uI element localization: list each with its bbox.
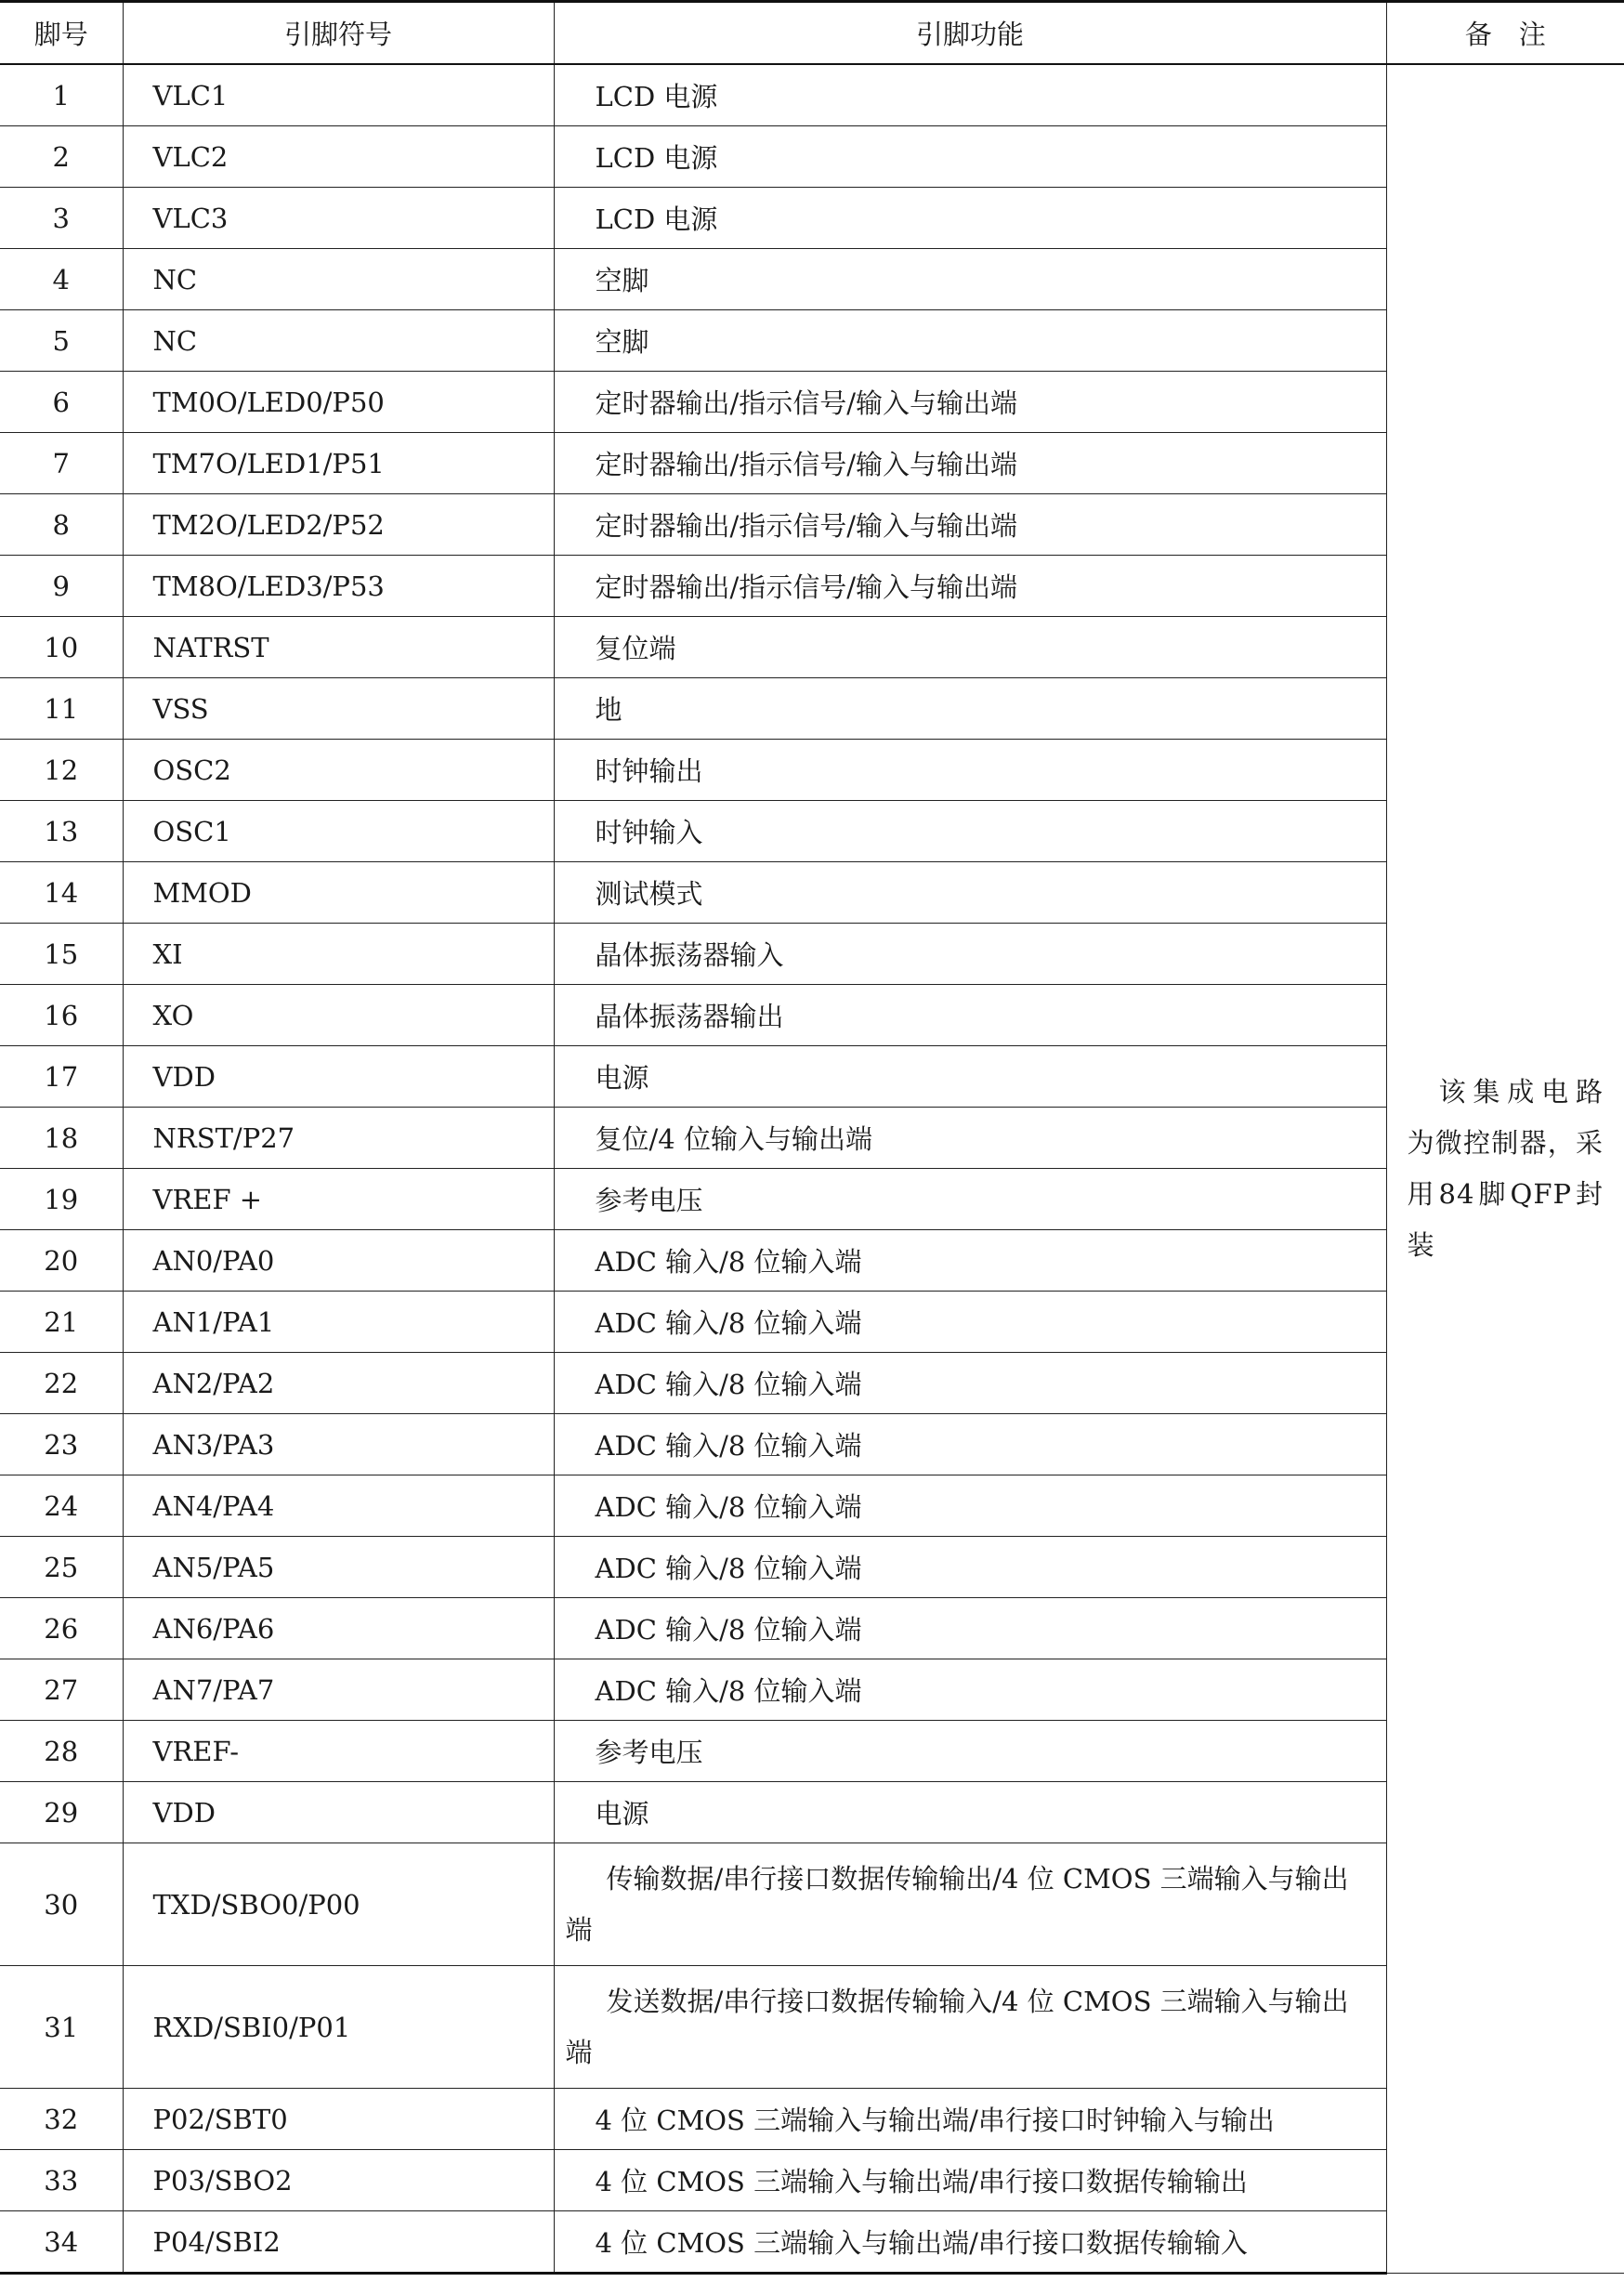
pin-function-cell xyxy=(554,1966,1386,2089)
table-row xyxy=(0,1966,1624,2089)
pin-symbol-cell: AN0/PA0 xyxy=(123,1230,554,1292)
table-row xyxy=(0,862,1624,924)
pin-function-cell: ADC 输入/8 位输入端 xyxy=(554,1353,1386,1414)
table-row xyxy=(0,64,1624,126)
table-row xyxy=(0,126,1624,188)
pin-number-cell: 14 xyxy=(0,862,123,924)
pin-function-cell: 电源 xyxy=(554,1782,1386,1843)
pin-number-cell: 28 xyxy=(0,1721,123,1782)
pin-function-cell: 4 位 CMOS 三端输入与输出端/串行接口数据传输输出 xyxy=(554,2150,1386,2211)
pin-symbol-cell: NATRST xyxy=(123,617,554,678)
table-row xyxy=(0,1782,1624,1843)
table-row xyxy=(0,556,1624,617)
pin-function-cell: 空脚 xyxy=(554,310,1386,372)
pin-function-cell: ADC 输入/8 位输入端 xyxy=(554,1292,1386,1353)
pin-number-cell: 5 xyxy=(0,310,123,372)
remark-cell xyxy=(1386,64,1624,2274)
header-pin-symbol: 引脚符号 xyxy=(123,2,554,65)
pin-symbol-cell: VLC3 xyxy=(123,188,554,249)
pin-symbol-cell: VLC2 xyxy=(123,126,554,188)
pin-symbol-cell: VLC1 xyxy=(123,64,554,126)
pin-symbol-cell: AN7/PA7 xyxy=(123,1659,554,1721)
table-row xyxy=(0,1230,1624,1292)
table-row xyxy=(0,249,1624,310)
pin-number-cell: 6 xyxy=(0,372,123,433)
pin-function-cell: 定时器输出/指示信号/输入与输出端 xyxy=(554,494,1386,556)
pin-number-cell: 7 xyxy=(0,433,123,494)
pin-symbol-cell: AN4/PA4 xyxy=(123,1475,554,1537)
pin-symbol-cell: XI xyxy=(123,924,554,985)
pin-function-cell: 参考电压 xyxy=(554,1169,1386,1230)
pin-symbol-cell: VREF- xyxy=(123,1721,554,1782)
pin-symbol-cell: TM8O/LED3/P53 xyxy=(123,556,554,617)
table-row xyxy=(0,494,1624,556)
table-row xyxy=(0,1721,1624,1782)
pin-number-cell: 11 xyxy=(0,678,123,740)
pin-symbol-cell: RXD/SBI0/P01 xyxy=(123,1966,554,2089)
pin-function-cell: 定时器输出/指示信号/输入与输出端 xyxy=(554,433,1386,494)
pin-number-cell: 4 xyxy=(0,249,123,310)
header-pin-function: 引脚功能 xyxy=(554,2,1386,65)
table-row xyxy=(0,740,1624,801)
table-row xyxy=(0,2089,1624,2150)
pin-number-cell: 29 xyxy=(0,1782,123,1843)
pin-function-cell: ADC 输入/8 位输入端 xyxy=(554,1475,1386,1537)
pin-number-cell: 25 xyxy=(0,1537,123,1598)
header-remark: 备 注 xyxy=(1386,2,1624,65)
pin-number-cell: 9 xyxy=(0,556,123,617)
pin-number-cell: 15 xyxy=(0,924,123,985)
pin-function-cell: 4 位 CMOS 三端输入与输出端/串行接口时钟输入与输出 xyxy=(554,2089,1386,2150)
pin-symbol-cell: P04/SBI2 xyxy=(123,2211,554,2274)
table-row xyxy=(0,2150,1624,2211)
pin-function-cell: 时钟输出 xyxy=(554,740,1386,801)
pin-number-cell: 2 xyxy=(0,126,123,188)
pin-function-cell: 地 xyxy=(554,678,1386,740)
pin-number-cell: 31 xyxy=(0,1966,123,2089)
pin-function-text: 传输数据/串行接口数据传输输出/4 位 CMOS 三端输入与输出端 xyxy=(565,1862,1349,1946)
pin-symbol-cell: P03/SBO2 xyxy=(123,2150,554,2211)
pin-function-cell: 晶体振荡器输出 xyxy=(554,985,1386,1046)
table-row xyxy=(0,372,1624,433)
table-row xyxy=(0,1353,1624,1414)
pin-symbol-cell: NC xyxy=(123,310,554,372)
pin-number-cell: 3 xyxy=(0,188,123,249)
pin-function-cell: ADC 输入/8 位输入端 xyxy=(554,1230,1386,1292)
table-row xyxy=(0,617,1624,678)
pin-symbol-cell: TXD/SBO0/P00 xyxy=(123,1843,554,1966)
table-row xyxy=(0,310,1624,372)
table-row xyxy=(0,1414,1624,1475)
pin-symbol-cell: P02/SBT0 xyxy=(123,2089,554,2150)
table-row xyxy=(0,1292,1624,1353)
table-row xyxy=(0,1108,1624,1169)
pin-number-cell: 19 xyxy=(0,1169,123,1230)
remark-text: 该集成电路为微控制器，采用84脚QFP封装 xyxy=(1407,1076,1604,1261)
pin-function-cell: ADC 输入/8 位输入端 xyxy=(554,1659,1386,1721)
pin-number-cell: 10 xyxy=(0,617,123,678)
pin-number-cell: 12 xyxy=(0,740,123,801)
pin-function-cell: 电源 xyxy=(554,1046,1386,1108)
pin-function-cell: ADC 输入/8 位输入端 xyxy=(554,1537,1386,1598)
pin-symbol-cell: AN5/PA5 xyxy=(123,1537,554,1598)
pin-function-cell: 复位端 xyxy=(554,617,1386,678)
pin-number-cell: 18 xyxy=(0,1108,123,1169)
pin-function-cell: 测试模式 xyxy=(554,862,1386,924)
pin-number-cell: 30 xyxy=(0,1843,123,1966)
pin-number-cell: 23 xyxy=(0,1414,123,1475)
pin-symbol-cell: VDD xyxy=(123,1046,554,1108)
pin-symbol-cell: AN3/PA3 xyxy=(123,1414,554,1475)
pin-symbol-cell: TM2O/LED2/P52 xyxy=(123,494,554,556)
table-row xyxy=(0,1598,1624,1659)
table-row xyxy=(0,1537,1624,1598)
pin-symbol-cell: NC xyxy=(123,249,554,310)
pin-symbol-cell: OSC2 xyxy=(123,740,554,801)
pin-number-cell: 33 xyxy=(0,2150,123,2211)
header-pin-number: 脚号 xyxy=(0,2,123,65)
table-row xyxy=(0,1659,1624,1721)
pin-symbol-cell: AN1/PA1 xyxy=(123,1292,554,1353)
pin-symbol-cell: VSS xyxy=(123,678,554,740)
table-row xyxy=(0,678,1624,740)
table-body xyxy=(0,64,1624,2274)
pin-function-cell: 参考电压 xyxy=(554,1721,1386,1782)
pin-symbol-cell: MMOD xyxy=(123,862,554,924)
pin-number-cell: 13 xyxy=(0,801,123,862)
table-row xyxy=(0,1475,1624,1537)
pin-number-cell: 20 xyxy=(0,1230,123,1292)
table-header-row xyxy=(0,2,1624,65)
pin-symbol-cell: TM0O/LED0/P50 xyxy=(123,372,554,433)
pin-function-text: 发送数据/串行接口数据传输输入/4 位 CMOS 三端输入与输出端 xyxy=(565,1985,1349,2068)
pin-function-cell: 时钟输入 xyxy=(554,801,1386,862)
pin-symbol-cell: XO xyxy=(123,985,554,1046)
pin-number-cell: 34 xyxy=(0,2211,123,2274)
pin-function-cell: ADC 输入/8 位输入端 xyxy=(554,1414,1386,1475)
table-row xyxy=(0,433,1624,494)
pin-function-cell: 复位/4 位输入与输出端 xyxy=(554,1108,1386,1169)
pin-symbol-cell: VREF + xyxy=(123,1169,554,1230)
table-row xyxy=(0,2211,1624,2274)
pin-number-cell: 22 xyxy=(0,1353,123,1414)
pin-number-cell: 27 xyxy=(0,1659,123,1721)
pin-function-cell: 空脚 xyxy=(554,249,1386,310)
table-row xyxy=(0,1843,1624,1966)
pin-function-cell: 4 位 CMOS 三端输入与输出端/串行接口数据传输输入 xyxy=(554,2211,1386,2274)
pin-number-cell: 32 xyxy=(0,2089,123,2150)
pin-number-cell: 8 xyxy=(0,494,123,556)
table-row xyxy=(0,1046,1624,1108)
pin-symbol-cell: NRST/P27 xyxy=(123,1108,554,1169)
pin-number-cell: 24 xyxy=(0,1475,123,1537)
pin-symbol-cell: VDD xyxy=(123,1782,554,1843)
pin-number-cell: 1 xyxy=(0,64,123,126)
pin-function-cell: LCD 电源 xyxy=(554,188,1386,249)
pin-function-cell: 晶体振荡器输入 xyxy=(554,924,1386,985)
pin-function-cell: LCD 电源 xyxy=(554,126,1386,188)
pin-function-cell: LCD 电源 xyxy=(554,64,1386,126)
pin-symbol-cell: AN6/PA6 xyxy=(123,1598,554,1659)
pin-symbol-cell: TM7O/LED1/P51 xyxy=(123,433,554,494)
table-row xyxy=(0,924,1624,985)
table-row xyxy=(0,801,1624,862)
table-row xyxy=(0,188,1624,249)
pin-symbol-cell: AN2/PA2 xyxy=(123,1353,554,1414)
pin-number-cell: 26 xyxy=(0,1598,123,1659)
pin-number-cell: 16 xyxy=(0,985,123,1046)
table-row xyxy=(0,1169,1624,1230)
table-row xyxy=(0,985,1624,1046)
pin-number-cell: 17 xyxy=(0,1046,123,1108)
pin-function-cell: ADC 输入/8 位输入端 xyxy=(554,1598,1386,1659)
pin-number-cell: 21 xyxy=(0,1292,123,1353)
pin-symbol-cell: OSC1 xyxy=(123,801,554,862)
pin-function-cell: 定时器输出/指示信号/输入与输出端 xyxy=(554,372,1386,433)
pin-function-cell: 定时器输出/指示信号/输入与输出端 xyxy=(554,556,1386,617)
pin-function-cell xyxy=(554,1843,1386,1966)
